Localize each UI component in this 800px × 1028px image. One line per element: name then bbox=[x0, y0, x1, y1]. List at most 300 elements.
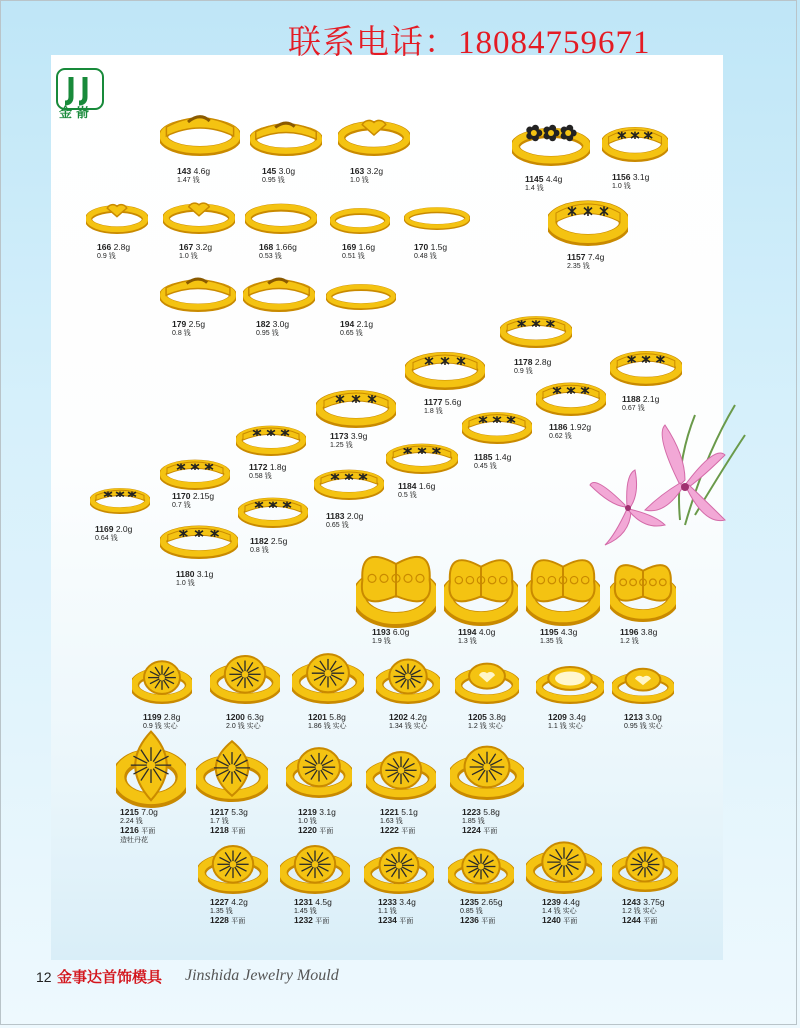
item-qian: 1.3 钱 bbox=[458, 638, 477, 645]
item-qian: 0.95 钱 bbox=[256, 330, 279, 337]
ring-thin-icon bbox=[245, 194, 317, 234]
item-number: 1205 bbox=[468, 712, 487, 722]
item-number: 1172 bbox=[249, 462, 268, 472]
item-weight: 2.1g bbox=[642, 394, 660, 404]
item-qian: 0.62 钱 bbox=[549, 433, 572, 440]
ring-1170-caption bbox=[172, 492, 214, 510]
item-weight: 2.0g bbox=[346, 511, 364, 521]
alt-item-label: 平面 bbox=[399, 918, 414, 925]
item-qian: 1.4 钱 实心 bbox=[542, 908, 577, 915]
item-number: 1177 bbox=[424, 397, 443, 407]
ring-1180-caption bbox=[176, 570, 213, 588]
item-number: 1202 bbox=[389, 712, 408, 722]
ring-1184-image bbox=[386, 434, 458, 474]
item-qian: 0.7 钱 bbox=[172, 502, 191, 509]
item-number: 1182 bbox=[250, 536, 269, 546]
item-number: 1243 bbox=[622, 897, 641, 907]
ring-butterfly-icon bbox=[526, 552, 600, 626]
ring-1185-image bbox=[462, 402, 532, 444]
alt-item-label: 平面 bbox=[401, 828, 416, 835]
ring-star-icon bbox=[160, 450, 230, 490]
item-number: 1173 bbox=[330, 431, 349, 441]
item-weight: 5.8g bbox=[329, 712, 346, 722]
item-number: 1157 bbox=[567, 252, 586, 262]
ring-1183-image bbox=[314, 460, 384, 500]
item-weight: 3.0g bbox=[645, 712, 662, 722]
item-number: 1193 bbox=[372, 627, 391, 637]
ring-butterfly-icon bbox=[610, 558, 676, 622]
ring-1188-image bbox=[610, 340, 682, 386]
item-weight: 5.6g bbox=[444, 397, 462, 407]
ring-1169-caption bbox=[95, 525, 132, 543]
ring-170-image bbox=[404, 200, 470, 230]
item-qian: 0.53 钱 bbox=[259, 253, 282, 260]
ring-1231-image bbox=[280, 840, 350, 894]
footer-brand-english: Jinshida Jewelry Mould bbox=[185, 967, 339, 984]
brand-logo-text: 金嵛 bbox=[59, 105, 94, 120]
item-number: 1188 bbox=[622, 394, 641, 404]
ring-1170-image bbox=[160, 450, 230, 490]
item-qian: 0.85 钱 bbox=[460, 908, 483, 915]
item-weight: 5.8g bbox=[483, 807, 500, 817]
alt-item-label: 平面 bbox=[319, 828, 334, 835]
ring-heart-icon bbox=[338, 110, 410, 156]
item-weight: 1.6g bbox=[418, 481, 436, 491]
item-weight: 3.4g bbox=[569, 712, 586, 722]
alt-item-number: 1232 bbox=[294, 915, 313, 925]
item-number: 1219 bbox=[298, 807, 317, 817]
ring-signet-icon bbox=[450, 740, 524, 800]
item-weight: 1.6g bbox=[358, 242, 376, 252]
item-weight: 3.9g bbox=[350, 431, 368, 441]
ring-1172-image bbox=[236, 416, 306, 456]
ring-1169-image bbox=[90, 480, 150, 514]
alt-item-label: 平面 bbox=[315, 918, 330, 925]
item-number: 1233 bbox=[378, 897, 397, 907]
item-qian: 1.1 钱 bbox=[378, 908, 397, 915]
ring-star-icon bbox=[500, 306, 572, 348]
item-qian: 1.47 钱 bbox=[177, 177, 200, 184]
ring-1243-image bbox=[612, 842, 678, 892]
ring-1200-image bbox=[210, 650, 280, 704]
ring-179-caption bbox=[172, 320, 205, 338]
item-number: 1156 bbox=[612, 172, 631, 182]
item-weight: 5.1g bbox=[401, 807, 418, 817]
item-qian: 0.8 钱 bbox=[172, 330, 191, 337]
item-number: 1183 bbox=[326, 511, 345, 521]
footer-brand: 金事达首饰模具 bbox=[57, 969, 163, 986]
ring-heart-icon bbox=[163, 194, 235, 234]
ring-1205-caption bbox=[468, 713, 506, 731]
ring-signet-icon bbox=[526, 836, 602, 894]
ring-1199-caption bbox=[143, 713, 180, 731]
ring-band-icon bbox=[160, 106, 240, 156]
item-qian: 0.65 钱 bbox=[340, 330, 363, 337]
ring-1202-caption bbox=[389, 713, 428, 731]
item-weight: 6.3g bbox=[247, 712, 264, 722]
ring-1199-image bbox=[132, 656, 192, 704]
alt-item-number: 1224 bbox=[462, 825, 481, 835]
item-weight: 2.8g bbox=[534, 357, 552, 367]
item-number: 1169 bbox=[95, 524, 114, 534]
ring-thin-icon bbox=[326, 276, 396, 310]
item-weight: 4.0g bbox=[478, 627, 496, 637]
ring-1219-caption bbox=[298, 808, 336, 836]
item-number: 1215 bbox=[120, 807, 139, 817]
item-weight: 3.8g bbox=[489, 712, 506, 722]
item-qian: 0.9 钱 bbox=[514, 368, 533, 375]
alt-item-label: 平面 bbox=[231, 828, 246, 835]
ring-145-image bbox=[250, 114, 322, 156]
ring-1235-caption bbox=[460, 898, 503, 926]
item-qian: 2.0 钱 实心 bbox=[226, 723, 261, 730]
alt-item-number: 1228 bbox=[210, 915, 229, 925]
ring-1227-image bbox=[198, 840, 268, 894]
item-weight: 4.6g bbox=[193, 166, 211, 176]
ring-1200-caption bbox=[226, 713, 264, 731]
ring-170-caption bbox=[414, 243, 447, 261]
alt-item-number: 1234 bbox=[378, 915, 397, 925]
item-weight: 2.5g bbox=[270, 536, 288, 546]
alt-item-number: 1244 bbox=[622, 915, 641, 925]
item-qian: 1.86 钱 实心 bbox=[308, 723, 347, 730]
ring-leaf-icon bbox=[196, 740, 268, 802]
item-qian: 1.35 钱 bbox=[540, 638, 563, 645]
ring-1233-caption bbox=[378, 898, 416, 926]
ring-1182-caption bbox=[250, 537, 287, 555]
item-weight: 6.0g bbox=[392, 627, 410, 637]
ring-1233-image bbox=[364, 842, 434, 894]
item-qian: 1.0 钱 bbox=[350, 177, 369, 184]
ring-168-caption bbox=[259, 243, 297, 261]
item-qian: 0.58 钱 bbox=[249, 473, 272, 480]
ring-182-image bbox=[243, 270, 315, 312]
alt-item-label: 平面 bbox=[483, 828, 498, 835]
ring-1231-caption bbox=[294, 898, 332, 926]
item-number: 1227 bbox=[210, 897, 229, 907]
ring-1223-image bbox=[450, 740, 524, 800]
item-qian: 0.95 钱 实心 bbox=[624, 723, 663, 730]
ring-168-image bbox=[245, 194, 317, 234]
item-qian: 0.48 钱 bbox=[414, 253, 437, 260]
alt-item-number: 1218 bbox=[210, 825, 229, 835]
item-weight: 1.8g bbox=[269, 462, 287, 472]
ring-1217-image bbox=[196, 740, 268, 802]
ring-1194-caption bbox=[458, 628, 495, 646]
ring-1239-image bbox=[526, 836, 602, 894]
item-weight: 3.1g bbox=[632, 172, 650, 182]
ring-star-icon bbox=[536, 372, 606, 416]
ring-1195-caption bbox=[540, 628, 577, 646]
item-qian: 0.9 钱 实心 bbox=[143, 723, 178, 730]
ring-169-image bbox=[330, 200, 390, 234]
item-qian: 0.9 钱 bbox=[97, 253, 116, 260]
ring-1186-image bbox=[536, 372, 606, 416]
item-number: 1200 bbox=[226, 712, 245, 722]
item-qian: 0.5 钱 bbox=[398, 492, 417, 499]
ring-145-caption bbox=[262, 167, 295, 185]
item-qian: 0.95 钱 bbox=[262, 177, 285, 184]
ring-star-icon bbox=[610, 340, 682, 386]
alt-item-number: 1220 bbox=[298, 825, 317, 835]
ring-band-icon bbox=[160, 270, 236, 312]
ring-band-icon bbox=[243, 270, 315, 312]
alt-item-label: 平面 bbox=[481, 918, 496, 925]
item-number: 1195 bbox=[540, 627, 559, 637]
item-weight: 1.4g bbox=[494, 452, 512, 462]
ring-143-image bbox=[160, 106, 240, 156]
ring-thin-icon bbox=[404, 200, 470, 230]
ring-signet-icon bbox=[280, 840, 350, 894]
ring-signet-icon bbox=[364, 842, 434, 894]
item-weight: 2.8g bbox=[163, 712, 181, 722]
contact-phone: 联系电话：18084759671 bbox=[288, 25, 651, 61]
ring-1177-image bbox=[405, 340, 485, 390]
item-qian: 1.4 钱 bbox=[525, 185, 544, 192]
ring-1235-image bbox=[448, 844, 514, 894]
ring-1239-caption bbox=[542, 898, 580, 926]
ring-1217-caption bbox=[210, 808, 248, 836]
item-qian: 1.2 钱 实心 bbox=[622, 908, 657, 915]
item-weight: 2.5g bbox=[188, 319, 206, 329]
ring-signet-icon bbox=[210, 650, 280, 704]
item-weight: 7.4g bbox=[587, 252, 605, 262]
item-weight: 3.2g bbox=[195, 242, 213, 252]
item-number: 182 bbox=[256, 319, 271, 329]
ring-signet-icon bbox=[612, 842, 678, 892]
item-number: 145 bbox=[262, 166, 277, 176]
ring-1201-caption bbox=[308, 713, 347, 731]
item-number: 1185 bbox=[474, 452, 493, 462]
ring-1173-caption bbox=[330, 432, 367, 450]
item-qian: 1.2 钱 bbox=[620, 638, 639, 645]
item-weight: 4.2g bbox=[410, 712, 427, 722]
item-number: 1170 bbox=[172, 491, 191, 501]
ring-leaf-icon bbox=[116, 730, 186, 808]
ring-1219-image bbox=[286, 742, 352, 798]
item-weight: 5.3g bbox=[231, 807, 248, 817]
ring-1205-image bbox=[455, 656, 519, 704]
item-weight: 3.1g bbox=[196, 569, 214, 579]
ring-1182-image bbox=[238, 488, 308, 528]
ring-star-icon bbox=[405, 340, 485, 390]
item-weight: 3.4g bbox=[399, 897, 416, 907]
page-number: 12 bbox=[36, 969, 52, 985]
item-qian: 1.85 钱 bbox=[462, 818, 485, 825]
ring-band-icon bbox=[250, 114, 322, 156]
item-weight: 3.8g bbox=[640, 627, 658, 637]
ring-1213-caption bbox=[624, 713, 663, 731]
ring-163-caption bbox=[350, 167, 383, 185]
ring-1177-caption bbox=[424, 398, 461, 416]
item-qian: 0.64 钱 bbox=[95, 535, 118, 542]
item-number: 1194 bbox=[458, 627, 477, 637]
item-number: 1223 bbox=[462, 807, 481, 817]
item-number: 1201 bbox=[308, 712, 327, 722]
item-qian: 2.24 钱 bbox=[120, 818, 143, 825]
ring-1156-image bbox=[602, 116, 668, 162]
item-weight: 3.0g bbox=[272, 319, 290, 329]
ring-1227-caption bbox=[210, 898, 248, 926]
ring-1145-image bbox=[512, 116, 590, 166]
ring-1186-caption bbox=[549, 423, 591, 441]
item-weight: 2.8g bbox=[113, 242, 131, 252]
ring-signet-icon bbox=[448, 844, 514, 894]
item-number: 1209 bbox=[548, 712, 567, 722]
ring-167-image bbox=[163, 194, 235, 234]
ring-star-icon bbox=[238, 488, 308, 528]
ring-butterfly-icon bbox=[356, 548, 436, 628]
ring-1185-caption bbox=[474, 453, 511, 471]
ring-1157-caption bbox=[567, 253, 604, 271]
item-number: 179 bbox=[172, 319, 187, 329]
ring-166-image bbox=[86, 196, 148, 234]
ring-1184-caption bbox=[398, 482, 435, 500]
item-qian: 1.2 钱 实心 bbox=[468, 723, 503, 730]
alt-item-number: 1222 bbox=[380, 825, 399, 835]
ring-plainheart-icon bbox=[455, 656, 519, 704]
ring-star-icon bbox=[314, 460, 384, 500]
item-number: 1178 bbox=[514, 357, 533, 367]
ring-1195-image bbox=[526, 552, 600, 626]
item-number: 1239 bbox=[542, 897, 561, 907]
item-weight: 2.65g bbox=[481, 897, 503, 907]
item-weight: 4.4g bbox=[563, 897, 580, 907]
ring-1180-image bbox=[160, 515, 238, 559]
ring-star-icon bbox=[316, 378, 396, 428]
item-weight: 1.66g bbox=[275, 242, 297, 252]
ring-163-image bbox=[338, 110, 410, 156]
item-weight: 1.5g bbox=[430, 242, 448, 252]
ring-1209-caption bbox=[548, 713, 586, 731]
item-number: 1196 bbox=[620, 627, 639, 637]
item-note: 造牡丹花 bbox=[120, 837, 148, 844]
ring-1193-image bbox=[356, 548, 436, 628]
ring-star-icon bbox=[160, 515, 238, 559]
item-qian: 1.8 钱 bbox=[424, 408, 443, 415]
ring-1215-image bbox=[116, 730, 186, 808]
item-qian: 1.0 钱 bbox=[176, 580, 195, 587]
ring-signet-icon bbox=[366, 746, 436, 800]
ring-179-image bbox=[160, 270, 236, 312]
ring-star-icon bbox=[602, 116, 668, 162]
item-qian: 1.25 钱 bbox=[330, 442, 353, 449]
item-weight: 4.3g bbox=[560, 627, 578, 637]
ring-182-caption bbox=[256, 320, 289, 338]
item-qian: 1.63 钱 bbox=[380, 818, 403, 825]
item-number: 1145 bbox=[525, 174, 544, 184]
item-weight: 3.2g bbox=[366, 166, 384, 176]
ring-1157-image bbox=[548, 186, 628, 246]
item-qian: 0.65 钱 bbox=[326, 522, 349, 529]
ring-star-icon bbox=[90, 480, 150, 514]
ring-194-image bbox=[326, 276, 396, 310]
item-number: 170 bbox=[414, 242, 429, 252]
item-weight: 2.15g bbox=[192, 491, 215, 501]
item-number: 163 bbox=[350, 166, 365, 176]
alt-item-number: 1240 bbox=[542, 915, 561, 925]
ring-1172-caption bbox=[249, 463, 286, 481]
item-number: 1199 bbox=[143, 712, 162, 722]
ring-butterfly-icon bbox=[444, 552, 518, 626]
alt-item-number: 1236 bbox=[460, 915, 479, 925]
item-qian: 2.35 钱 bbox=[567, 263, 590, 270]
alt-item-label: 平面 bbox=[141, 828, 156, 835]
alt-item-label: 平面 bbox=[563, 918, 578, 925]
item-weight: 3.0g bbox=[278, 166, 296, 176]
item-weight: 3.1g bbox=[319, 807, 336, 817]
ring-169-caption bbox=[342, 243, 375, 261]
item-weight: 4.2g bbox=[231, 897, 248, 907]
ring-star-icon bbox=[386, 434, 458, 474]
item-qian: 0.8 钱 bbox=[250, 547, 269, 554]
item-number: 143 bbox=[177, 166, 192, 176]
item-number: 1180 bbox=[176, 569, 195, 579]
item-weight: 4.4g bbox=[545, 174, 563, 184]
item-number: 1213 bbox=[624, 712, 643, 722]
item-number: 194 bbox=[340, 319, 355, 329]
item-number: 166 bbox=[97, 242, 112, 252]
ring-1188-caption bbox=[622, 395, 659, 413]
ring-signet-icon bbox=[292, 648, 364, 704]
ring-1213-image bbox=[612, 662, 674, 704]
item-weight: 2.0g bbox=[115, 524, 133, 534]
item-number: 1235 bbox=[460, 897, 479, 907]
item-qian: 1.0 钱 bbox=[179, 253, 198, 260]
item-qian: 1.0 钱 bbox=[298, 818, 317, 825]
item-number: 168 bbox=[259, 242, 274, 252]
item-qian: 1.7 钱 bbox=[210, 818, 229, 825]
item-weight: 1.92g bbox=[569, 422, 592, 432]
ring-1196-caption bbox=[620, 628, 657, 646]
ring-1193-caption bbox=[372, 628, 409, 646]
item-weight: 4.5g bbox=[315, 897, 332, 907]
item-qian: 1.0 钱 bbox=[612, 183, 631, 190]
item-number: 1231 bbox=[294, 897, 313, 907]
alt-item-number: 1216 bbox=[120, 825, 139, 835]
alt-item-label: 平面 bbox=[231, 918, 246, 925]
item-number: 167 bbox=[179, 242, 194, 252]
item-number: 169 bbox=[342, 242, 357, 252]
ring-signet-icon bbox=[286, 742, 352, 798]
item-weight: 2.1g bbox=[356, 319, 374, 329]
ring-194-caption bbox=[340, 320, 373, 338]
ring-167-caption bbox=[179, 243, 212, 261]
item-qian: 1.34 钱 实心 bbox=[389, 723, 428, 730]
ring-1215-caption bbox=[120, 808, 158, 845]
ring-1202-image bbox=[376, 654, 440, 704]
ring-1173-image bbox=[316, 378, 396, 428]
item-weight: 3.75g bbox=[643, 897, 665, 907]
ring-1243-caption bbox=[622, 898, 665, 926]
ring-plainheart-icon bbox=[612, 662, 674, 704]
ring-signet-icon bbox=[376, 654, 440, 704]
ring-star-icon bbox=[462, 402, 532, 444]
item-number: 1184 bbox=[398, 481, 417, 491]
ring-thin-icon bbox=[330, 200, 390, 234]
ring-1221-caption bbox=[380, 808, 418, 836]
lily-flower-icon bbox=[585, 395, 750, 555]
ring-flower-icon bbox=[512, 116, 590, 166]
item-number: 1186 bbox=[549, 422, 568, 432]
item-qian: 1.45 钱 bbox=[294, 908, 317, 915]
ring-1209-image bbox=[536, 660, 604, 704]
ring-1178-image bbox=[500, 306, 572, 348]
ring-1194-image bbox=[444, 552, 518, 626]
alt-item-label: 平面 bbox=[643, 918, 658, 925]
item-qian: 0.67 钱 bbox=[622, 405, 645, 412]
item-qian: 0.45 钱 bbox=[474, 463, 497, 470]
